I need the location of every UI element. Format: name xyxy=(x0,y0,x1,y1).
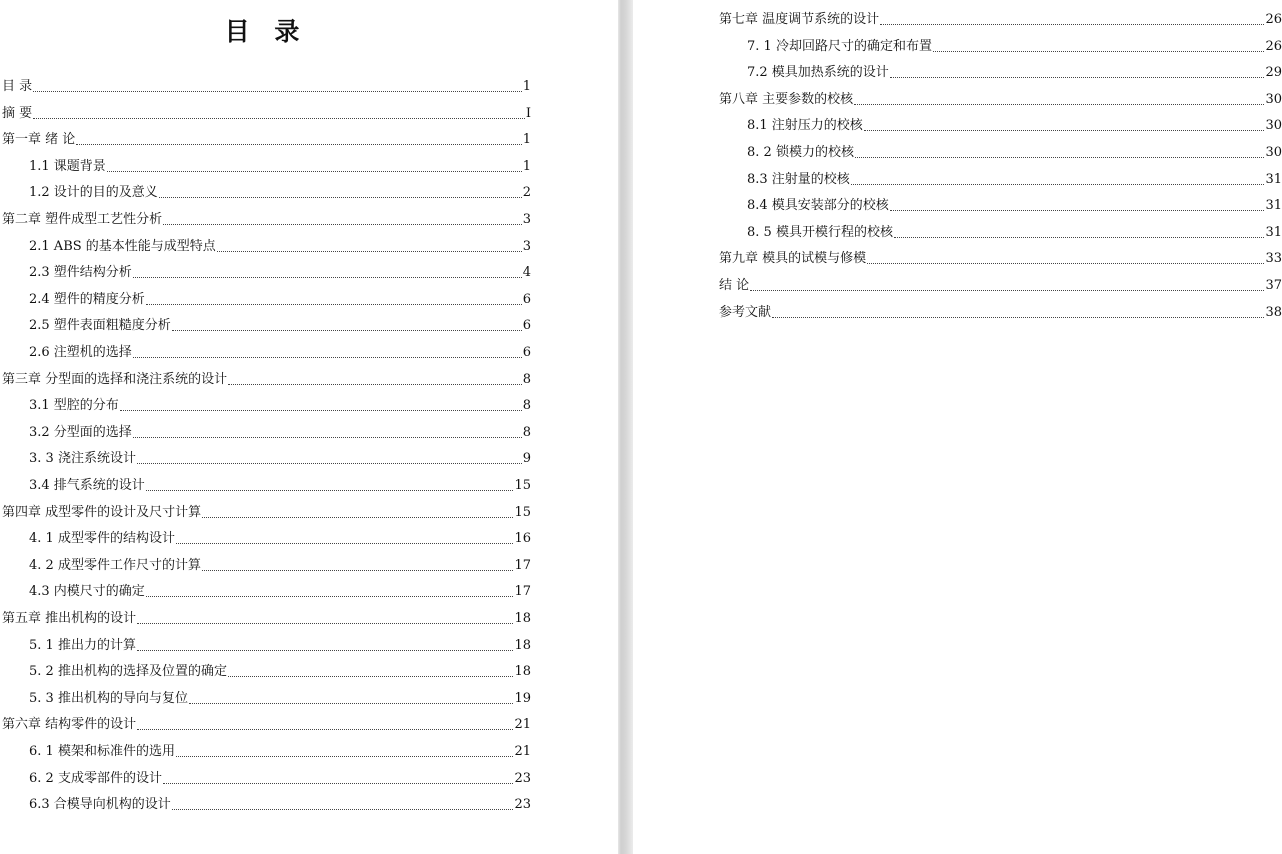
toc-entry-page-number: 31 xyxy=(1265,171,1282,187)
toc-entry-label: 7. 1 冷却回路尺寸的确定和布置 xyxy=(747,38,932,54)
toc-entry[interactable] xyxy=(2,77,531,95)
toc-entry-label: 第三章 分型面的选择和浇注系统的设计 xyxy=(2,371,228,387)
toc-entry-page-number: 16 xyxy=(514,531,531,547)
toc-entry-label: 8. 5 模具开模行程的校核 xyxy=(747,224,893,240)
toc-entry-label: 6. 2 支成零部件的设计 xyxy=(29,770,162,786)
toc-dot-leader xyxy=(146,596,514,597)
toc-entry-label: 8.4 模具安装部分的校核 xyxy=(747,198,889,214)
toc-dot-leader xyxy=(189,703,514,704)
toc-entry-page-number: 4 xyxy=(522,265,531,281)
toc-entry-page-number: 17 xyxy=(514,557,531,573)
toc-dot-leader xyxy=(894,237,1265,238)
toc-entry[interactable] xyxy=(29,290,531,308)
toc-entry[interactable] xyxy=(29,636,531,654)
toc-entry-label: 参考文献 xyxy=(719,304,772,320)
toc-dot-leader xyxy=(176,543,514,544)
toc-entry-page-number: 1 xyxy=(522,158,531,174)
toc-entry-page-number: 31 xyxy=(1265,224,1282,240)
toc-entry[interactable] xyxy=(719,303,1282,321)
toc-entry-label: 第二章 塑件成型工艺性分析 xyxy=(2,212,163,227)
toc-entry-label: 第九章 模具的试模与修模 xyxy=(719,251,867,267)
toc-entry[interactable] xyxy=(719,276,1282,294)
toc-entry[interactable] xyxy=(2,503,531,521)
toc-entry-label: 第八章 主要参数的校核 xyxy=(719,91,854,107)
toc-entry-page-number: 23 xyxy=(514,797,531,813)
toc-dot-leader xyxy=(172,330,522,331)
toc-entry-label: 第五章 推出机构的设计 xyxy=(2,611,137,626)
page-gutter xyxy=(618,0,633,854)
toc-entry-page-number: 15 xyxy=(514,478,531,493)
toc-dot-leader xyxy=(772,317,1264,318)
toc-entry-page-number: 15 xyxy=(514,504,531,520)
toc-entry[interactable] xyxy=(747,196,1282,214)
toc-entry[interactable] xyxy=(747,223,1282,241)
toc-entry-label: 1.2 设计的目的及意义 xyxy=(29,185,158,201)
toc-entry-label: 3.2 分型面的选择 xyxy=(29,424,132,440)
toc-entry[interactable] xyxy=(29,423,531,441)
toc-entry[interactable] xyxy=(29,316,531,334)
toc-entry-label: 第一章 绪 论 xyxy=(2,132,76,148)
toc-entry-label: 6. 1 模架和标准件的选用 xyxy=(29,744,175,759)
toc-entry-label: 3.4 排气系统的设计 xyxy=(29,478,145,493)
toc-dot-leader xyxy=(120,410,522,411)
toc-entry-label: 8.3 注射量的校核 xyxy=(747,171,850,187)
toc-dot-leader xyxy=(933,51,1265,52)
toc-entry-page-number: 19 xyxy=(514,690,531,706)
toc-entry-page-number: 21 xyxy=(514,744,531,759)
toc-entry-label: 8. 2 锁模力的校核 xyxy=(747,145,854,160)
toc-dot-leader xyxy=(76,144,521,145)
toc-entry[interactable] xyxy=(29,237,531,255)
toc-dot-leader xyxy=(146,304,522,305)
toc-entry-page-number: 38 xyxy=(1265,304,1282,320)
toc-entry-page-number: 31 xyxy=(1265,198,1282,214)
toc-dot-leader xyxy=(217,251,522,252)
toc-entry[interactable] xyxy=(719,90,1282,108)
toc-entry-label: 4. 1 成型零件的结构设计 xyxy=(29,531,175,547)
toc-entry[interactable] xyxy=(29,529,531,547)
toc-entry[interactable] xyxy=(29,343,531,361)
page-title: 目 录 xyxy=(224,17,308,46)
toc-entry-page-number: 33 xyxy=(1265,251,1282,267)
toc-entry[interactable] xyxy=(719,10,1282,28)
toc-entry-label: 5. 3 推出机构的导向与复位 xyxy=(29,690,188,706)
toc-dot-leader xyxy=(146,490,514,491)
toc-entry-label: 第四章 成型零件的设计及尺寸计算 xyxy=(2,504,202,520)
toc-entry-page-number: 18 xyxy=(514,611,531,626)
toc-entry[interactable] xyxy=(719,249,1282,267)
toc-entry-label: 7.2 模具加热系统的设计 xyxy=(747,65,889,81)
toc-entry-label: 6.3 合模导向机构的设计 xyxy=(29,797,171,813)
toc-dot-leader xyxy=(228,384,522,385)
toc-entry[interactable] xyxy=(2,715,531,733)
toc-entry[interactable] xyxy=(29,183,531,201)
toc-dot-leader xyxy=(890,210,1265,211)
toc-entry-page-number: 26 xyxy=(1265,38,1282,54)
toc-dot-leader xyxy=(159,197,522,198)
toc-entry-page-number: 6 xyxy=(522,318,531,334)
toc-dot-leader xyxy=(33,118,525,119)
toc-dot-leader xyxy=(864,130,1265,131)
toc-entry[interactable] xyxy=(29,689,531,707)
toc-entry[interactable] xyxy=(29,263,531,281)
toc-dot-leader xyxy=(851,184,1265,185)
right-page xyxy=(633,0,1282,854)
toc-entry[interactable] xyxy=(29,157,531,175)
toc-entry[interactable] xyxy=(747,143,1282,161)
toc-entry[interactable] xyxy=(2,104,531,122)
toc-entry-page-number: 6 xyxy=(522,291,531,307)
toc-entry[interactable] xyxy=(2,370,531,388)
toc-dot-leader xyxy=(107,171,522,172)
toc-entry-page-number: 37 xyxy=(1265,278,1282,293)
toc-entry-label: 2.5 塑件表面粗糙度分析 xyxy=(29,318,171,334)
toc-dot-leader xyxy=(202,517,513,518)
toc-entry-page-number: 17 xyxy=(514,584,531,600)
toc-dot-leader xyxy=(137,650,514,651)
toc-entry[interactable] xyxy=(2,609,531,627)
toc-entry-page-number: 30 xyxy=(1265,145,1282,160)
toc-dot-leader xyxy=(890,77,1265,78)
toc-entry-label: 第六章 结构零件的设计 xyxy=(2,717,137,733)
toc-dot-leader xyxy=(228,676,514,677)
toc-entry-label: 摘 要 xyxy=(2,105,33,121)
toc-entry-page-number: 1 xyxy=(522,132,531,148)
toc-dot-leader xyxy=(880,24,1264,25)
left-page xyxy=(0,0,618,854)
toc-entry-label: 8.1 注射压力的校核 xyxy=(747,118,863,134)
toc-entry-page-number: 3 xyxy=(522,238,531,254)
toc-dot-leader xyxy=(137,463,522,464)
toc-entry-page-number: 29 xyxy=(1265,65,1282,81)
toc-entry-label: 5. 2 推出机构的选择及位置的确定 xyxy=(29,664,227,680)
toc-entry-label: 4. 2 成型零件工作尺寸的计算 xyxy=(29,557,201,573)
toc-entry-page-number: 2 xyxy=(522,185,531,201)
toc-dot-leader xyxy=(133,277,522,278)
toc-entry-page-number: 23 xyxy=(514,770,531,786)
toc-entry[interactable] xyxy=(747,37,1282,55)
toc-dot-leader xyxy=(163,783,514,784)
toc-entry[interactable] xyxy=(29,582,531,600)
toc-dot-leader xyxy=(133,437,522,438)
toc-entry[interactable] xyxy=(29,742,531,760)
toc-entry[interactable] xyxy=(747,116,1282,134)
toc-dot-leader xyxy=(750,290,1264,291)
toc-dot-leader xyxy=(163,224,522,225)
toc-dot-leader xyxy=(854,104,1264,105)
toc-entry-page-number: I xyxy=(525,105,531,121)
toc-entry-label: 2.3 塑件结构分析 xyxy=(29,265,132,281)
toc-entry-page-number: 18 xyxy=(514,664,531,680)
toc-entry-label: 3.1 型腔的分布 xyxy=(29,398,119,414)
toc-dot-leader xyxy=(137,623,513,624)
toc-entry-label: 5. 1 推出力的计算 xyxy=(29,637,136,653)
toc-entry-page-number: 1 xyxy=(522,79,531,94)
toc-entry-page-number: 9 xyxy=(522,451,531,467)
toc-entry-label: 2.4 塑件的精度分析 xyxy=(29,291,145,307)
toc-dot-leader xyxy=(176,756,514,757)
toc-entry[interactable] xyxy=(29,396,531,414)
toc-entry-page-number: 30 xyxy=(1265,91,1282,107)
toc-entry[interactable] xyxy=(2,210,531,228)
toc-dot-leader xyxy=(202,570,514,571)
toc-entry[interactable] xyxy=(747,170,1282,188)
toc-entry-page-number: 8 xyxy=(522,398,531,414)
toc-entry[interactable] xyxy=(29,556,531,574)
toc-entry-label: 目 录 xyxy=(2,79,33,94)
toc-entry-label: 2.1 ABS 的基本性能与成型特点 xyxy=(29,238,216,254)
toc-entry[interactable] xyxy=(29,449,531,467)
toc-dot-leader xyxy=(172,809,514,810)
toc-entry-page-number: 30 xyxy=(1265,118,1282,134)
toc-entry-label: 1.1 课题背景 xyxy=(29,158,106,174)
toc-entry-page-number: 18 xyxy=(514,637,531,653)
toc-entry-page-number: 21 xyxy=(514,717,531,733)
toc-entry[interactable] xyxy=(29,476,531,494)
toc-dot-leader xyxy=(137,729,513,730)
toc-entry-page-number: 8 xyxy=(522,371,531,387)
toc-entry-label: 结 论 xyxy=(719,278,750,293)
toc-entry-page-number: 8 xyxy=(522,424,531,440)
toc-dot-leader xyxy=(133,357,522,358)
toc-entry[interactable] xyxy=(29,662,531,680)
toc-entry[interactable] xyxy=(2,130,531,148)
toc-entry-page-number: 6 xyxy=(522,345,531,360)
toc-entry-label: 第七章 温度调节系统的设计 xyxy=(719,12,880,27)
toc-entry-label: 3. 3 浇注系统设计 xyxy=(29,451,136,467)
toc-entry-label: 2.6 注塑机的选择 xyxy=(29,345,132,360)
toc-entry[interactable] xyxy=(29,795,531,813)
toc-entry-label: 4.3 内模尺寸的确定 xyxy=(29,584,145,600)
toc-dot-leader xyxy=(855,157,1265,158)
toc-entry[interactable] xyxy=(747,63,1282,81)
toc-entry[interactable] xyxy=(29,769,531,787)
toc-dot-leader xyxy=(867,263,1264,264)
toc-entry-page-number: 26 xyxy=(1265,12,1282,27)
toc-entry-page-number: 3 xyxy=(522,212,531,227)
toc-dot-leader xyxy=(33,91,522,92)
